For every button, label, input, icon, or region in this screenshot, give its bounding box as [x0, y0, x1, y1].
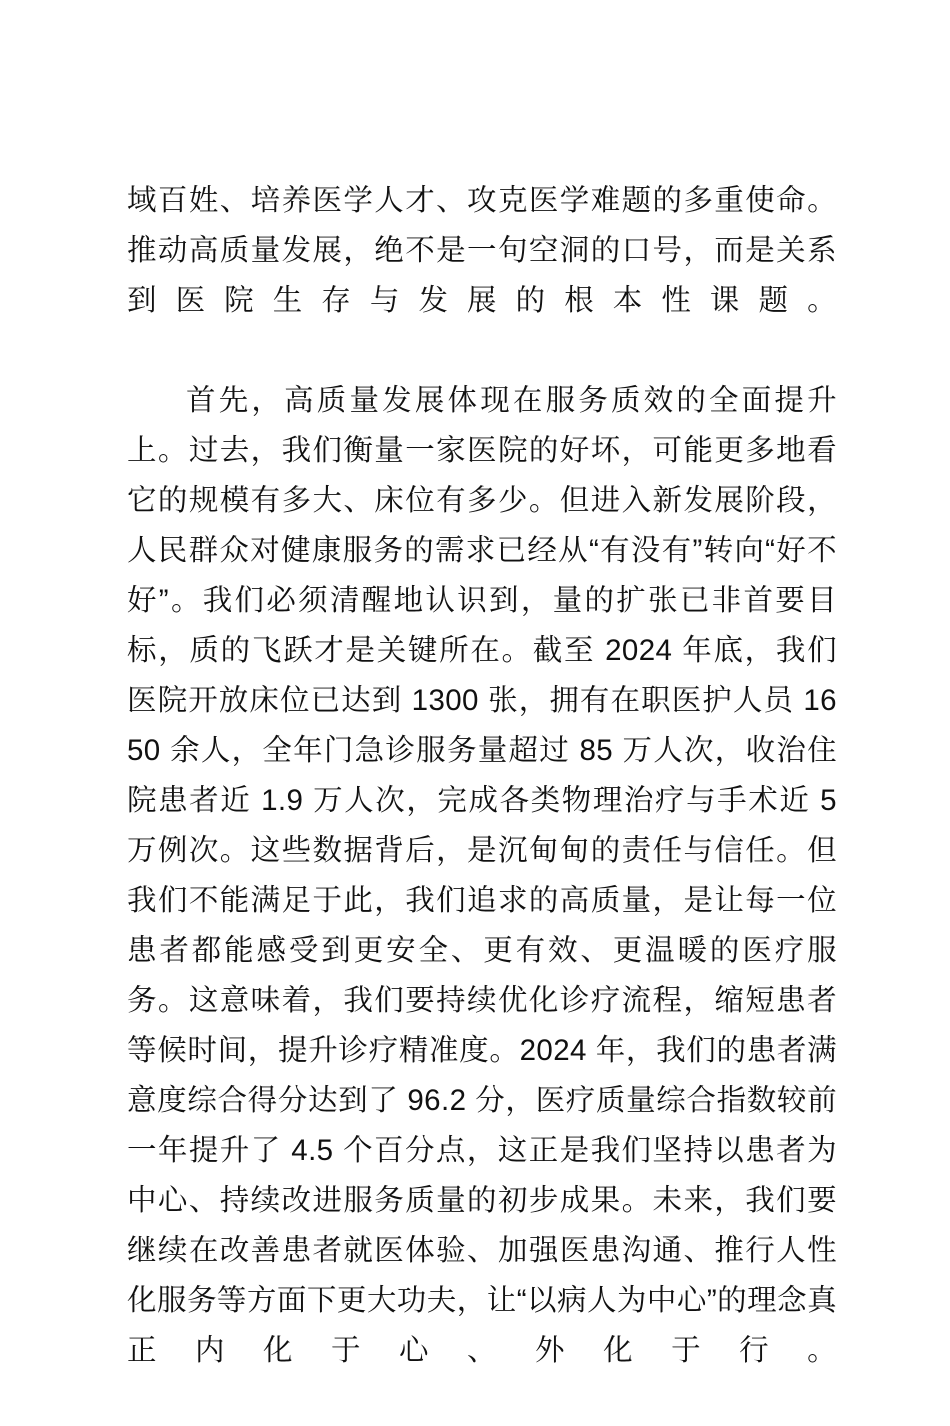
document-body	[127, 176, 837, 1426]
body-paragraph-continuation: 域百姓、培养医学人才、攻克医学难题的多重使命。推动高质量发展，绝不是一句空洞的口号，而是关系到医院生存与发展的根本性课题。	[127, 184, 837, 317]
body-paragraph-service-quality: 首先，高质量发展体现在服务质效的全面提升上。过去，我们衡量一家医院的好坏，可能更多地看它的规模有多大、床位有多少。但进入新发展阶段，人民群众对健康服务的需求已经从“有没有”转向“好不好”。我们必须清醒地认识到，量的扩张已非首要目标，质的飞跃才是关键所在。截至 2024 年底，我们医院开放床位已达到 1300 张，拥有在职医护人员 1650 余人，全年门急诊服务量超过 85 万人次，收治住院患者近 1.9 万人次，完成各类物理治疗与手术近 5 万例次。这些数据背后，是沉甸甸的责任与信任。但我们不能满足于此，我们追求的高质量，是让每一位患者都能感受到更安全、更有效、更温暖的医疗服务。这意味着，我们要持续优化诊疗流程，缩短患者等候时间，提升诊疗精准度。2024 年，我们的患者满意度综合得分达到了 96.2 分，医疗质量综合指数较前一年提升了 4.5 个百分点，这正是我们坚持以患者为中心、持续改进服务质量的初步成果。未来，我们要继续在改善患者就医体验、加强医患沟通、推行人性化服务等方面下更大功夫，让“以病人为中心”的理念真正内化于心、外化于行。	[127, 384, 837, 1367]
